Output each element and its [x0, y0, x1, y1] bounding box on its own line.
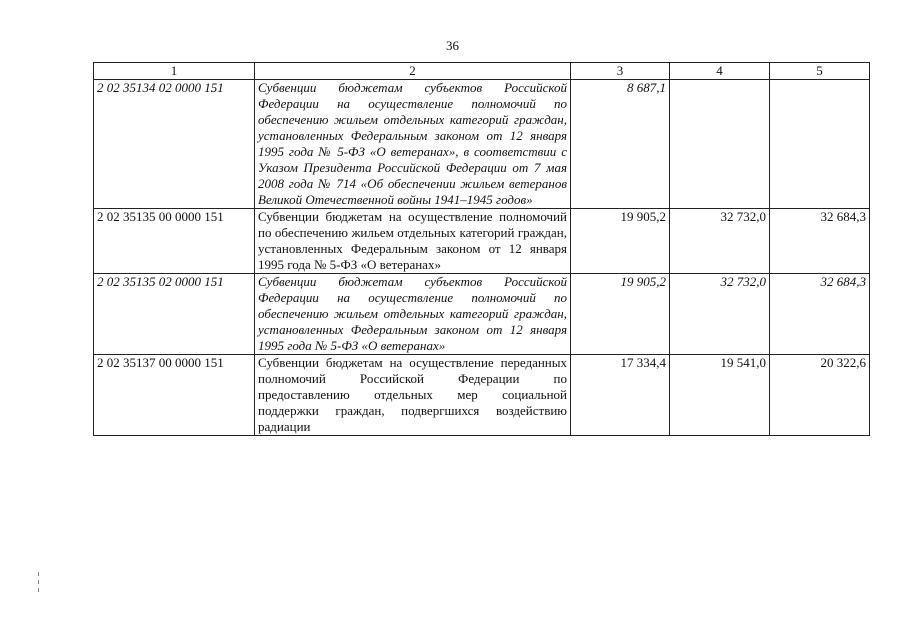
header-col-5: 5: [770, 63, 870, 80]
budget-code: 2 02 35135 00 0000 151: [94, 209, 255, 274]
amount-col-5: [770, 80, 870, 209]
amount-col-4: 19 541,0: [670, 355, 770, 436]
amount-col-4: [670, 80, 770, 209]
header-col-1: 1: [94, 63, 255, 80]
scan-margin-mark: [38, 580, 39, 584]
budget-description: Субвенции бюджетам на осуществление полномочий по обеспечению жильем отдельных категорий граждан, установленных Федеральным законом от 12 января 1995 года № 5-ФЗ «О ветеранах»: [255, 209, 571, 274]
scan-margin-mark: [38, 588, 39, 592]
page-number: 36: [446, 38, 459, 53]
table-row: [94, 80, 870, 209]
budget-code: 2 02 35135 02 0000 151: [94, 274, 255, 355]
budget-table: [93, 62, 870, 436]
scan-margin-mark: [38, 572, 39, 576]
table-row: [94, 209, 870, 274]
amount-col-3: 19 905,2: [571, 209, 670, 274]
header-col-3: 3: [571, 63, 670, 80]
budget-code: 2 02 35137 00 0000 151: [94, 355, 255, 436]
budget-description: Субвенции бюджетам субъектов Российской Федерации на осуществление полномочий по обеспечению жильем отдельных категорий граждан, установленных Федеральным законом от 12 января 1995 года № 5-ФЗ «О ветеранах», в соответствии с Указом Президента Российской Федерации от 7 мая 2008 года № 714 «Об обеспечении жильем ветеранов Великой Отечественной войны 1941–1945 годов»: [255, 80, 571, 209]
amount-col-5: 32 684,3: [770, 209, 870, 274]
table-row: [94, 274, 870, 355]
budget-code: 2 02 35134 02 0000 151: [94, 80, 255, 209]
header-row: [94, 63, 870, 80]
amount-col-3: 19 905,2: [571, 274, 670, 355]
amount-col-4: 32 732,0: [670, 274, 770, 355]
amount-col-5: 20 322,6: [770, 355, 870, 436]
amount-col-5: 32 684,3: [770, 274, 870, 355]
header-col-2: 2: [255, 63, 571, 80]
amount-col-3: 17 334,4: [571, 355, 670, 436]
table-row: [94, 355, 870, 436]
header-col-4: 4: [670, 63, 770, 80]
amount-col-3: 8 687,1: [571, 80, 670, 209]
amount-col-4: 32 732,0: [670, 209, 770, 274]
budget-description: Субвенции бюджетам субъектов Российской Федерации на осуществление полномочий по обеспечению жильем отдельных категорий граждан, установленных Федеральным законом от 12 января 1995 года № 5-ФЗ «О ветеранах»: [255, 274, 571, 355]
budget-description: Субвенции бюджетам на осуществление переданных полномочий Российской Федерации по предоставлению отдельных мер социальной поддержки граждан, подвергшихся воздействию радиации: [255, 355, 571, 436]
